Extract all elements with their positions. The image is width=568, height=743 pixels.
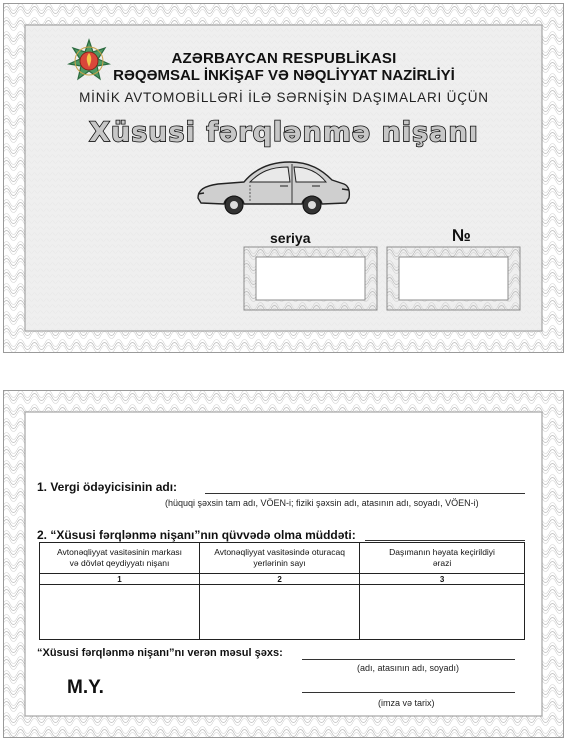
purpose-subtitle: MİNİK AVTOMOBİLLƏRİ İLƏ SƏRNİŞİN DAŞIMALARI ÜÇÜN: [79, 90, 489, 105]
column-number: 2: [200, 574, 360, 585]
table-header-row: [40, 543, 525, 574]
table-cell: [40, 585, 200, 640]
signature-hint: (imza və tarix): [378, 698, 435, 708]
column-number: 3: [360, 574, 525, 585]
series-field-box: [243, 246, 378, 311]
table-number-row: [40, 574, 525, 585]
number-label: №: [452, 226, 471, 245]
card-title: [0, 110, 568, 150]
table-row: [40, 585, 525, 640]
taxpayer-name-hint: (hüquqi şəxsin tam adı, VÖEN-i; fiziki şəxsin adı, atasının adı, soyadı, VÖEN-i): [165, 498, 479, 508]
validity-period-line: [365, 540, 525, 541]
taxpayer-name-line: [205, 493, 525, 494]
issuer-hint: (adı, atasının adı, soyadı): [357, 663, 460, 673]
table-cell: [360, 585, 525, 640]
ministry-name: RƏQƏMSAL İNKİŞAF VƏ NƏQLİYYAT NAZİRLİYİ: [113, 67, 455, 84]
republic-name: AZƏRBAYCAN RESPUBLİKASI: [171, 50, 397, 67]
taxpayer-name-label: 1. Vergi ödəyicisinin adı:: [37, 480, 178, 494]
column-number: 1: [40, 574, 200, 585]
validity-period-label: 2. “Xüsusi fərqlənmə nişanı”nın qüvvədə olma müddəti:: [37, 528, 356, 542]
table-cell: [200, 585, 360, 640]
signature-line: [302, 692, 515, 693]
series-label: seriya: [270, 230, 311, 246]
car-icon: [192, 158, 352, 220]
issuer-line: [302, 659, 515, 660]
vehicle-table: [39, 542, 525, 640]
header-seat-count: Avtonəqliyyat vasitəsində oturacaq yerlərinin sayı: [200, 543, 360, 574]
header-transport-area: Daşımanın həyata keçirildiyi ərazi: [360, 543, 525, 574]
header-vehicle-brand: Avtonəqliyyat vasitəsinin markası və dövlət qeydiyyatı nişanı: [40, 543, 200, 574]
card-title-text: Xüsusi fərqlənmə nişanı: [89, 117, 479, 148]
stamp-place-label: M.Y.: [67, 677, 104, 698]
number-field-box: [386, 246, 521, 311]
issuer-label: “Xüsusi fərqlənmə nişanı”nı verən məsul şəxs:: [37, 647, 283, 659]
